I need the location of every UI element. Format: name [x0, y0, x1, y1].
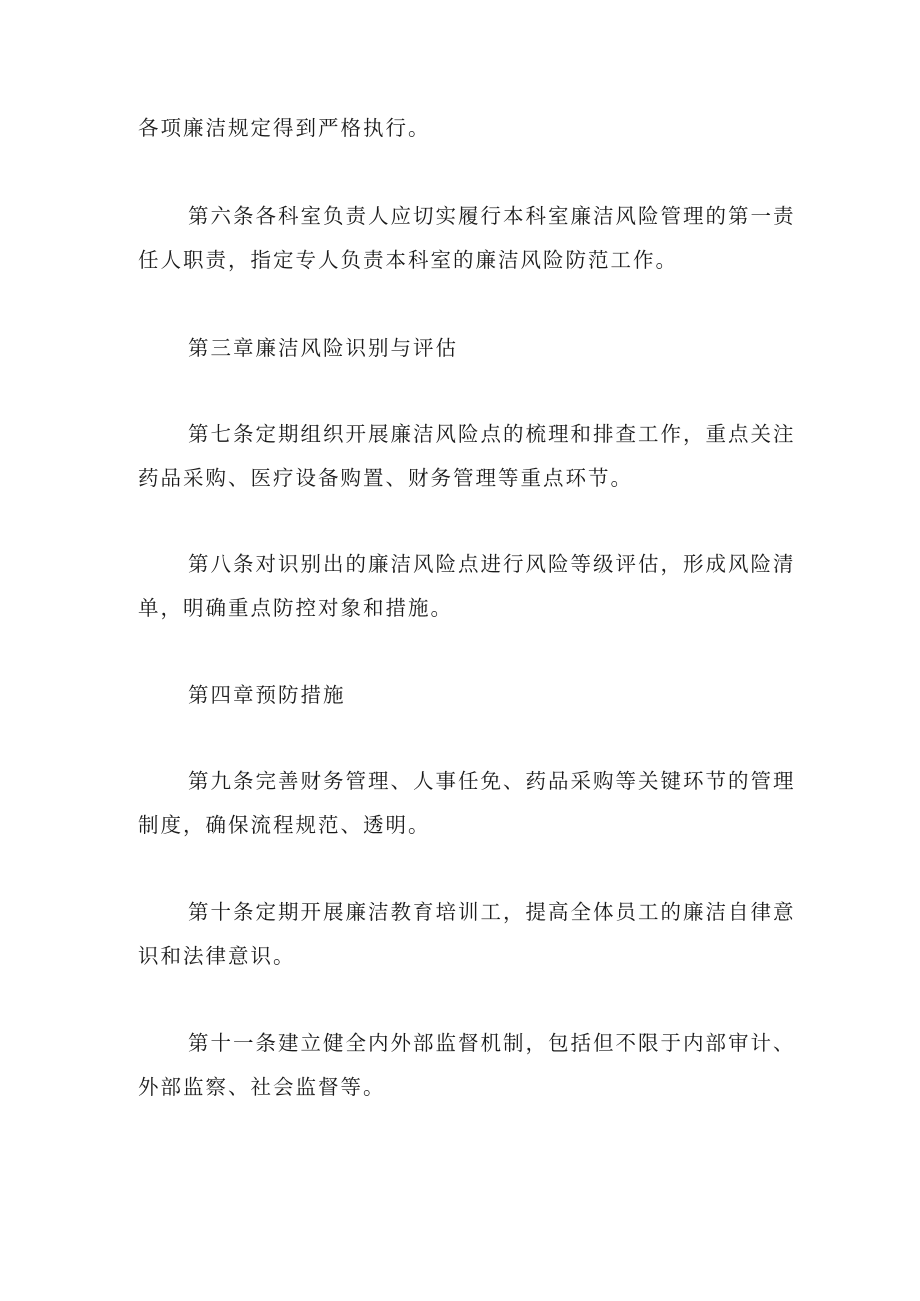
text-line: 第九条完善财务管理、人事任免、药品采购等关键环节的管理 [188, 769, 796, 793]
text-line: 第十条定期开展廉洁教育培训工，提高全体员工的廉洁自律意 [188, 900, 796, 924]
chapter-heading-3 [138, 326, 778, 370]
text-line: 药品采购、医疗设备购置、财务管理等重点环节。 [138, 466, 633, 490]
text-line: 第七条定期组织开展廉洁风险点的梳理和排查工作，重点关注 [188, 422, 796, 446]
paragraph-article-9 [138, 759, 796, 847]
text-line: 第三章廉洁风险识别与评估 [188, 336, 458, 360]
text-line: 第四章预防措施 [188, 683, 346, 707]
text-line: 识和法律意识。 [138, 944, 296, 968]
text-line: 第八条对识别出的廉洁风险点进行风险等级评估，形成风险清 [188, 552, 796, 576]
text-line: 第六条各科室负责人应切实履行本科室廉洁风险管理的第一责 [188, 204, 796, 228]
text-line: 单，明确重点防控对象和措施。 [138, 596, 453, 620]
paragraph-article-7 [138, 412, 796, 500]
paragraph-article-11 [138, 1021, 796, 1109]
text-line: 各项廉洁规定得到严格执行。 [138, 116, 431, 140]
paragraph-article-6 [138, 194, 796, 282]
paragraph-article-10 [138, 890, 796, 978]
paragraph-article-8 [138, 542, 796, 630]
text-line: 外部监察、社会监督等。 [138, 1075, 386, 1099]
text-line: 制度，确保流程规范、透明。 [138, 813, 431, 837]
chapter-heading-4 [138, 673, 778, 717]
text-line: 任人职责，指定专人负责本科室的廉洁风险防范工作。 [138, 248, 678, 272]
text-line: 第十一条建立健全内外部监督机制，包括但不限于内部审计、 [188, 1031, 796, 1055]
paragraph-continuation [138, 106, 778, 150]
